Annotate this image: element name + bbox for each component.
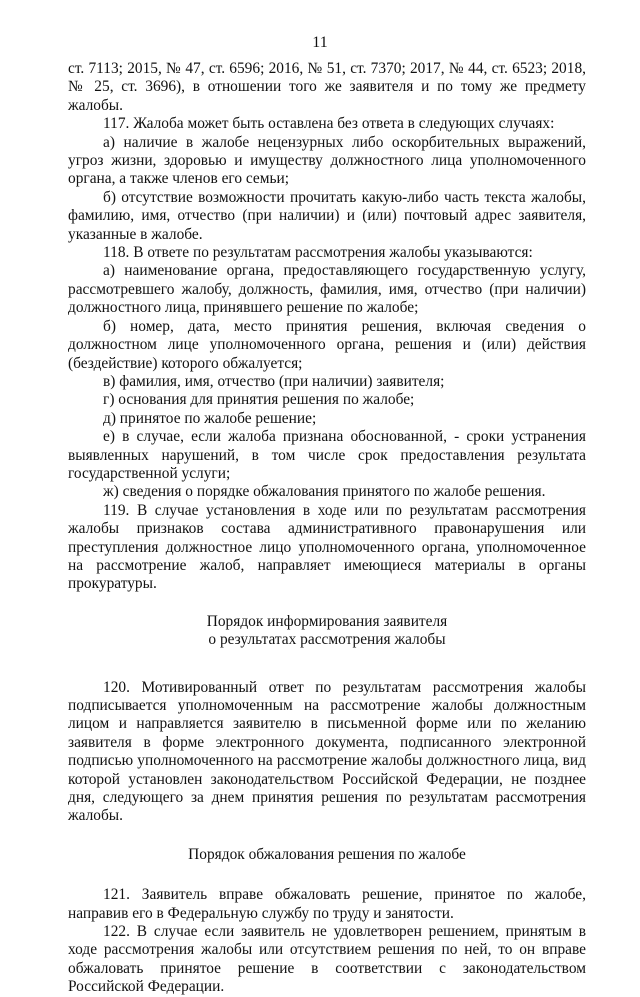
heading-line: Порядок информирования заявителя xyxy=(206,612,448,630)
paragraph-118-b: б) номер, дата, место принятия решения, включая сведения о должностном лице уполномоченного органа, решения и (или) действия (бездействие) которого обжалуется; xyxy=(68,317,586,372)
paragraph-119: 119. В случае установления в ходе или по результатам рассмотрения жалобы признаков состава административного правонарушения или преступления должностное лицо уполномоченного органа, уполномоченное на рассмотрение жалоб, направляет имеющиеся материалы в органы прокуратуры. xyxy=(68,501,586,593)
section-heading-appeal: Порядок обжалования решения по жалобе xyxy=(188,845,466,863)
heading-line: о результатах рассмотрения жалобы xyxy=(208,631,446,649)
paragraph-continuation: ст. 7113; 2015, № 47, ст. 6596; 2016, № 51, ст. 7370; 2017, № 44, ст. 6523; 2018, № 25, ст. 3696), в отношении того же заявителя и по тому же предмету жалобы. xyxy=(68,60,586,114)
paragraph-117-b: б) отсутствие возможности прочитать какую-либо часть текста жалобы, фамилию, имя, отчество (при наличии) и (или) почтовый адрес заявителя, указанные в жалобе. xyxy=(68,188,586,243)
paragraph-120: 120. Мотивированный ответ по результатам рассмотрения жалобы подписывается уполномоченным на рассмотрение жалобы должностным лицом и направляется заявителю в письменной форме или по желанию заявителя в форме электронного документа, подписанного электронной подписью уполномоченного на рассмотрение жалобы должностного лица, вид которой установлен законодательством Российской Федерации, не позднее дня, следующего за днем принятия решения по результатам рассмотрения жалобы. xyxy=(68,678,586,825)
paragraph-117-a: а) наличие в жалобе нецензурных либо оскорбительных выражений, угроз жизни, здоровью и имуществу должностного лица уполномоченного органа, а также членов его семьи; xyxy=(68,133,586,188)
section-heading-informing xyxy=(68,613,586,650)
paragraph-117: 117. Жалоба может быть оставлена без ответа в следующих случаях: xyxy=(103,115,555,133)
paragraph-118: 118. В ответе по результатам рассмотрения жалобы указываются: xyxy=(103,244,533,262)
page-number: 11 xyxy=(312,34,328,51)
paragraph-118-a: а) наименование органа, предоставляющего государственную услугу, рассмотревшего жалобу, должность, фамилия, имя, отчество (при наличии) должностного лица, принявшего решение по жалобе; xyxy=(68,262,586,317)
paragraph-118-e: е) в случае, если жалоба признана обоснованной, - сроки устранения выявленных нарушений, в том числе срок предоставления результата государственной услуги; xyxy=(68,428,586,482)
paragraph-122: 122. В случае если заявитель не удовлетворен решением, принятым в ходе рассмотрения жалобы или отсутствием решения по ней, то он вправе обжаловать принятое решение в соответствии с законодательством Российской Федерации. xyxy=(68,923,586,996)
paragraph-118-v: в) фамилия, имя, отчество (при наличии) заявителя; xyxy=(103,372,445,390)
paragraph-118-zh: ж) сведения о порядке обжалования принятого по жалобе решения. xyxy=(103,483,546,501)
document-body xyxy=(68,60,586,997)
paragraph-121: 121. Заявитель вправе обжаловать решение, принятое по жалобе, направив его в Федеральную службу по труду и занятости. xyxy=(68,886,586,922)
paragraph-118-g: г) основания для принятия решения по жалобе; xyxy=(103,391,415,409)
paragraph-118-d: д) принятое по жалобе решение; xyxy=(103,409,317,427)
